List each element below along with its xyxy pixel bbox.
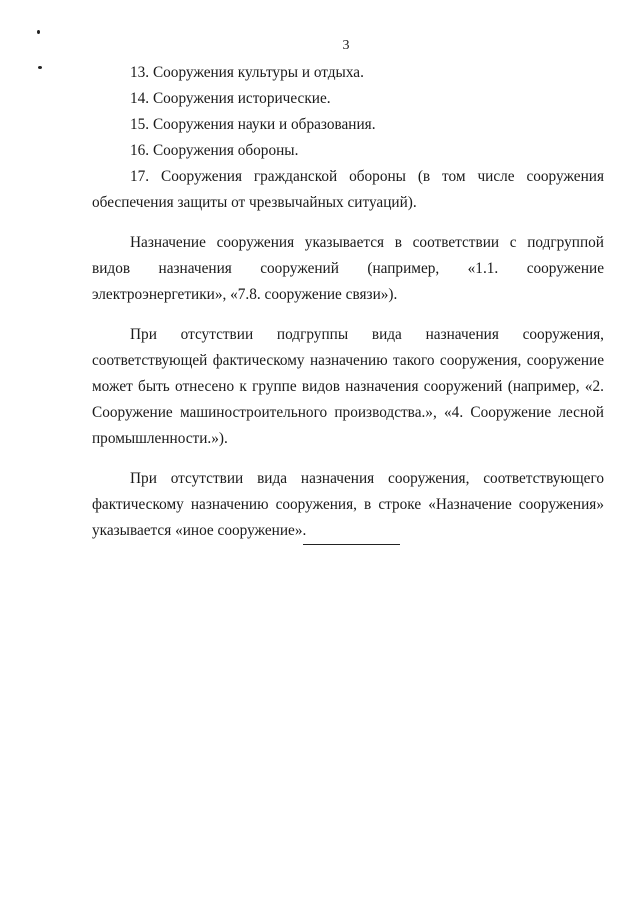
list-item: 13. Сооружения культуры и отдыха. (130, 64, 364, 81)
document-body (92, 60, 604, 544)
page-number: 3 (342, 38, 350, 53)
paragraph: При отсутствии вида назначения сооружения, соответствующего фактическому назначению сооружения, в строке «Назначение сооружения» указывается «иное сооружение». (92, 470, 604, 539)
end-rule (303, 544, 400, 545)
list-item: 14. Сооружения исторические. (130, 90, 331, 107)
scan-speck (37, 30, 40, 34)
paragraph: При отсутствии подгруппы вида назначения сооружения, соответствующей фактическому назначению такого сооружения, сооружение может быть отнесено к группе видов назначения сооружений (например, «2. Сооружение машиностроительного производства.», «4. Сооружение лесной промышленности.»). (92, 326, 604, 447)
list-item: 17. Сооружения гражданской обороны (в том числе сооружения обеспечения защиты от чрезвычайных ситуаций). (92, 168, 604, 211)
list-item: 16. Сооружения обороны. (130, 142, 299, 159)
list-item: 15. Сооружения науки и образования. (130, 116, 376, 133)
scan-speck (38, 66, 42, 69)
paragraph: Назначение сооружения указывается в соответствии с подгруппой видов назначения сооружений (например, «1.1. сооружение электроэнергетики», «7.8. сооружение связи»). (92, 234, 604, 303)
